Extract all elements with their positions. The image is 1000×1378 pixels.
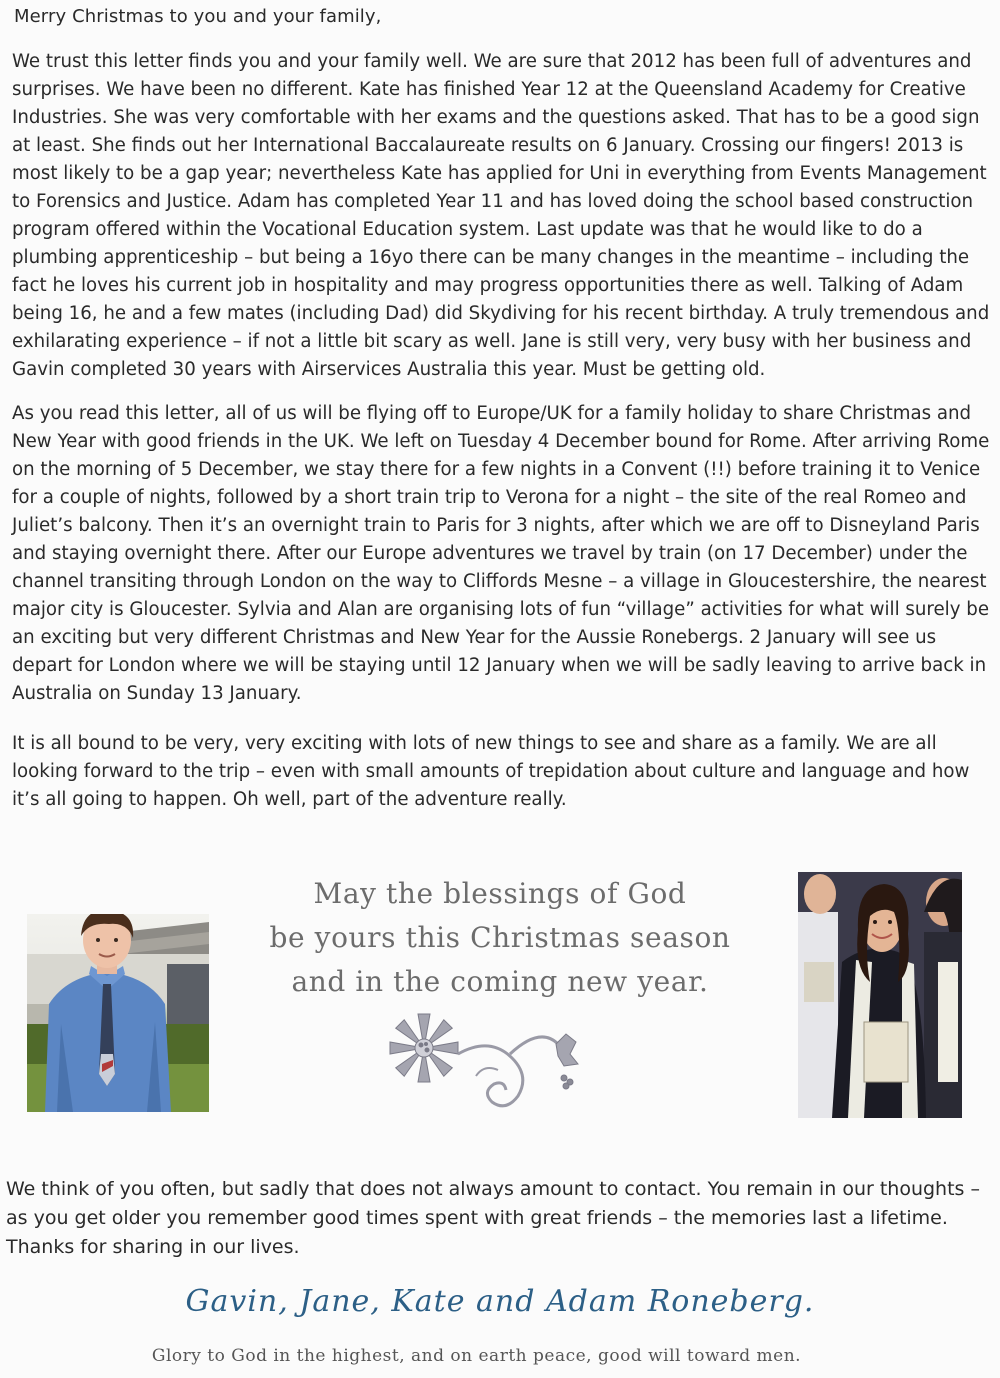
paragraph-closing-thoughts: We think of you often, but sadly that does not always amount to contact. You remain in our thoughts – as you get older you remember good times spent with great friends – the memories last a lifetime. Thanks for sharing in our lives. [6,1178,980,1258]
blessing-verse [230,872,770,1004]
paragraph-excitement: It is all bound to be very, very exciting with lots of new things to see and share as a family. We are all looking forward to the trip – even with small amounts of trepidation about culture and language and how it’s all going to happen. Oh well, part of the adventure really. [12,733,970,810]
paragraph-family-news: We trust this letter finds you and your family well. We are sure that 2012 has been full of adventures and surprises. We have been no different. Kate has finished Year 12 at the Queensland Academy for Creative Industries. She was very comfortable with her exams and the questions asked. That has to be a good sign at least. She finds out her International Baccalaureate results on 6 January. Crossing our fingers! 2013 is most likely to be a gap year; nevertheless Kate has applied for Uni in everything from Events Management to Forensics and Justice. Adam has completed Year 11 and has loved doing the school based construction program offered within the Vocational Education system. Last update was that he would like to do a plumbing apprenticeship – but being a 16yo there can be many changes in the meantime – including the fact he loves his current job in hospitality and may progress opportunities there as well. Talking of Adam being 16, he and a few mates (including Dad) did Skydiving for his recent birthday. A truly tremendous and exhilarating experience – if not a little bit scary as well. Jane is still very, very busy with her business and Gavin completed 30 years with Airservices Australia this year. Must be getting old. [12,51,990,380]
photo-kate-graduation [798,872,962,1118]
blessing-line-3: and in the coming new year. [291,965,709,998]
photo-adam [27,914,209,1112]
paragraph-travel-plans: As you read this letter, all of us will be flying off to Europe/UK for a family holiday to share Christmas and New Year with good friends in the UK. We left on Tuesday 4 December bound for Rome. After arriving Rome on the morning of 5 December, we stay there for a few nights in a Convent (!!) before training it to Venice for a couple of nights, followed by a short train trip to Verona for a night – the site of the real Romeo and Juliet’s balcony. Then it’s an overnight train to Paris for 3 nights, after which we are off to Disneyland Paris and staying overnight there. After our Europe adventures we travel by train (on 17 December) under the channel transiting through London on the way to Cliffords Mesne – a village in Gloucestershire, the nearest major city is Gloucester. Sylvia and Alan are organising lots of fun “village” activities for what will surely be an exciting but very different Christmas and New Year for the Aussie Ronebergs. 2 January will see us depart for London where we will be staying until 12 January when we will be sadly leaving to arrive back in Australia on Sunday 13 January. [12,403,990,704]
poinsettia-ornament-icon [380,1006,590,1130]
greeting: Merry Christmas to you and your family, [14,6,382,27]
family-signature: Gavin, Jane, Kate and Adam Roneberg. [185,1284,815,1319]
blessing-line-2: be yours this Christmas season [269,921,731,954]
footer-verse: Glory to God in the highest, and on earth peace, good will toward men. [151,1346,802,1366]
blessing-line-1: May the blessings of God [313,877,687,910]
